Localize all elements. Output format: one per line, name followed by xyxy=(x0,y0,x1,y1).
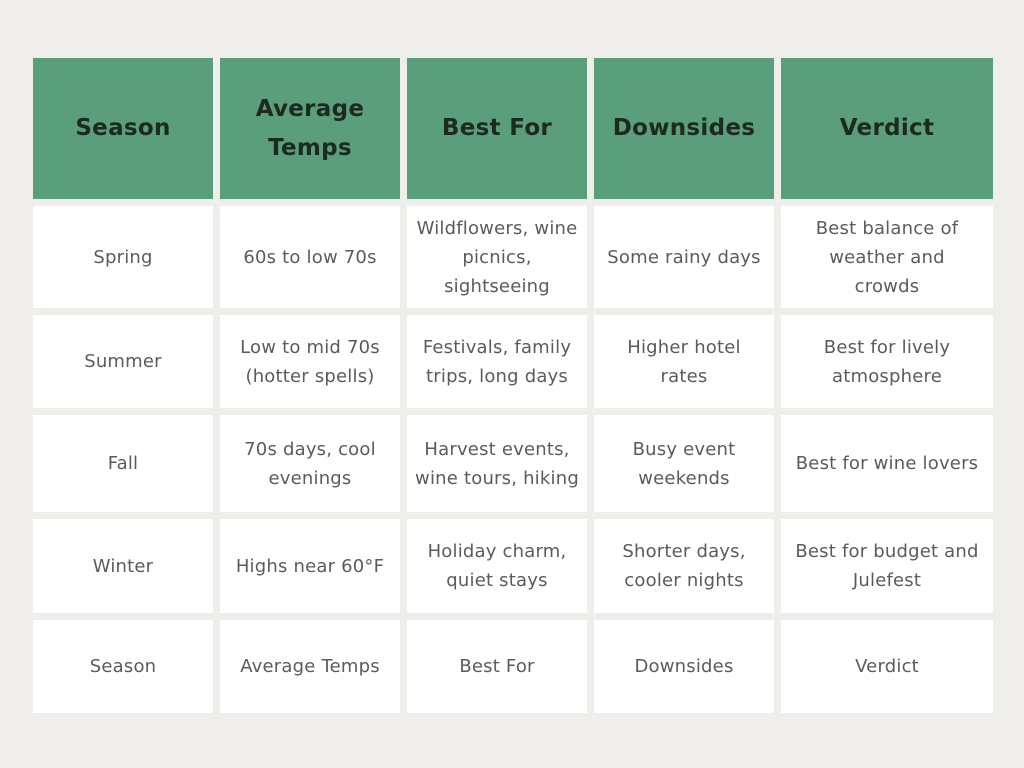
row-winter-downsides: Shorter days, cooler nights xyxy=(594,519,774,613)
footer-season: Season xyxy=(33,620,213,713)
footer-best-for: Best For xyxy=(407,620,587,713)
row-winter-best-for: Holiday charm, quiet stays xyxy=(407,519,587,613)
footer-average-temps: Average Temps xyxy=(220,620,400,713)
row-spring-best-for: Wildflowers, wine picnics, sightseeing xyxy=(407,206,587,308)
row-summer-best-for: Festivals, family trips, long days xyxy=(407,315,587,408)
header-downsides: Downsides xyxy=(594,58,774,199)
footer-verdict: Verdict xyxy=(781,620,993,713)
footer-downsides: Downsides xyxy=(594,620,774,713)
row-winter-season: Winter xyxy=(33,519,213,613)
row-summer-season: Summer xyxy=(33,315,213,408)
row-summer-verdict: Best for lively atmosphere xyxy=(781,315,993,408)
row-fall-verdict: Best for wine lovers xyxy=(781,415,993,512)
row-winter-verdict: Best for budget and Julefest xyxy=(781,519,993,613)
header-average-temps: Average Temps xyxy=(220,58,400,199)
row-winter-temps: Highs near 60°F xyxy=(220,519,400,613)
row-fall-best-for: Harvest events, wine tours, hiking xyxy=(407,415,587,512)
header-season: Season xyxy=(33,58,213,199)
header-best-for: Best For xyxy=(407,58,587,199)
season-comparison-table xyxy=(33,58,993,713)
row-spring-downsides: Some rainy days xyxy=(594,206,774,308)
header-verdict: Verdict xyxy=(781,58,993,199)
row-fall-temps: 70s days, cool evenings xyxy=(220,415,400,512)
row-summer-downsides: Higher hotel rates xyxy=(594,315,774,408)
row-spring-verdict: Best balance of weather and crowds xyxy=(781,206,993,308)
row-summer-temps: Low to mid 70s (hotter spells) xyxy=(220,315,400,408)
row-fall-downsides: Busy event weekends xyxy=(594,415,774,512)
row-spring-season: Spring xyxy=(33,206,213,308)
row-fall-season: Fall xyxy=(33,415,213,512)
row-spring-temps: 60s to low 70s xyxy=(220,206,400,308)
